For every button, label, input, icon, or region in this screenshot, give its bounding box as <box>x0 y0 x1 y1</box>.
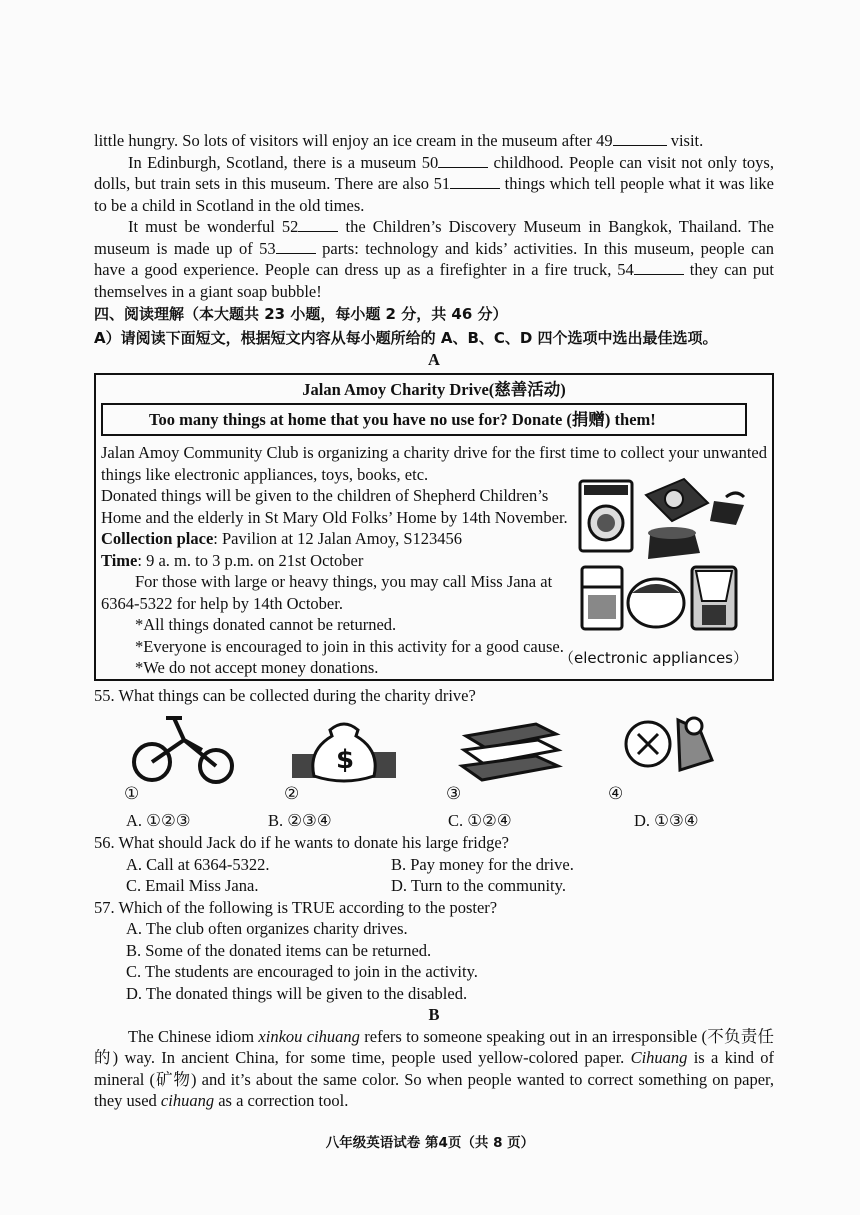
q55-picture-4 <box>608 710 728 806</box>
charity-poster <box>94 373 774 681</box>
q55-option-a[interactable]: A. ①②③ <box>126 811 191 830</box>
poster-title: Jalan Amoy Charity Drive(慈善活动) <box>302 379 566 399</box>
exam-page <box>94 130 774 1112</box>
q55-option-b[interactable]: B. ②③④ <box>268 811 332 830</box>
poster-banner: Too many things at home that you have no use for? Donate (捐赠) them! <box>101 403 747 437</box>
books-icon <box>446 710 566 790</box>
passage-b-paragraph: The Chinese idiom xinkou cihuang refers to someone speaking out in an irresponsible (不负责任的) way. In ancient China, for some time, people used yellow-colored paper. Cihuang is a kind of mineral (矿物) and it’s about the same color. So when people wanted to correct something on paper, they used cihuang as a correction tool. <box>94 1026 774 1110</box>
q57-option-c[interactable]: C. The students are encouraged to join in the activity. <box>126 962 478 981</box>
money-bag-icon <box>284 710 404 790</box>
passage-b-letter: B <box>428 1005 440 1024</box>
section-instruction: A）请阅读下面短文，根据短文内容从每小题所给的 A、B、C、D 四个选项中选出最佳选项。 <box>94 328 718 347</box>
q57-options <box>126 918 774 1004</box>
toys-icon <box>608 710 728 790</box>
passage-a-letter: A <box>428 350 440 369</box>
q55-option-c[interactable]: C. ①②④ <box>448 811 512 830</box>
q56-option-a[interactable]: A. Call at 6364-5322. <box>126 854 270 874</box>
q55-option-d[interactable]: D. ①③④ <box>634 811 699 830</box>
question-57: 57. Which of the following is TRUE according to the poster? <box>94 897 498 917</box>
q57-option-d[interactable]: D. The donated things will be given to the disabled. <box>126 983 468 1003</box>
q57-option-a[interactable]: A. The club often organizes charity drives. <box>126 919 408 938</box>
q55-pictures <box>94 710 774 810</box>
poster-place: Collection place: Pavilion at 12 Jalan Amoy, S123456 <box>101 529 462 548</box>
q56-options <box>126 854 774 897</box>
blank-49 <box>613 131 667 146</box>
poster-details <box>101 485 581 679</box>
blank-53 <box>276 239 316 254</box>
blank-52 <box>298 217 338 232</box>
cloze-paragraph-2: In Edinburgh, Scotland, there is a museum 50 childhood. People can visit not only toys, dolls, but train sets in this museum. There are also 51 things which tell people what it was like to be a child in Scotland in the old times. <box>94 152 774 215</box>
question-56: 56. What should Jack do if he wants to donate his large fridge? <box>94 833 509 852</box>
q55-picture-3 <box>446 710 566 806</box>
electronic-appliances-image <box>576 475 752 635</box>
q56-option-d[interactable]: D. Turn to the community. <box>391 876 566 895</box>
q55-picture-2 <box>284 710 404 806</box>
poster-donated: Donated things will be given to the children of Shepherd Children’s Home and the elderly in St Mary Old Folks’ Home by 14th November. <box>101 486 568 527</box>
cloze-line-1: little hungry. So lots of visitors will enjoy an ice cream in the museum after 49 visit. <box>94 131 704 150</box>
q55-picture-label-4: ④ <box>608 783 624 803</box>
poster-rule-2: *Everyone is encouraged to join in this activity for a good cause. <box>135 636 564 656</box>
blank-50 <box>438 153 488 168</box>
q55-picture-1 <box>124 710 244 806</box>
q55-picture-label-2: ② <box>284 783 300 803</box>
poster-intro: Jalan Amoy Community Club is organizing a charity drive for the first time to collect your unwanted things like electronic appliances, toys, books, etc. <box>101 443 767 484</box>
page-footer: 八年级英语试卷 第4页（共 8 页） <box>325 1135 535 1151</box>
tricycle-icon <box>124 710 244 790</box>
q55-picture-label-1: ① <box>124 783 140 803</box>
poster-time: Time: 9 a. m. to 3 p.m. on 21st October <box>101 550 364 570</box>
poster-rule-3: *We do not accept money donations. <box>135 658 379 677</box>
appliances-caption: （electronic appliances） <box>558 648 748 667</box>
section-heading: 四、阅读理解（本大题共 23 小题，每小题 2 分，共 46 分） <box>94 305 508 323</box>
q56-option-c[interactable]: C. Email Miss Jana. <box>126 876 259 895</box>
blank-51 <box>450 174 500 189</box>
q56-option-b[interactable]: B. Pay money for the drive. <box>391 854 574 874</box>
question-55: 55. What things can be collected during the charity drive? <box>94 685 476 705</box>
q55-picture-label-3: ③ <box>446 783 462 803</box>
blank-54 <box>634 260 684 275</box>
poster-heavy-items: For those with large or heavy things, you may call Miss Jana at 6364-5322 for help by 14th October. <box>101 572 553 613</box>
q55-options <box>94 810 774 832</box>
svg-text:$: $ <box>336 745 355 775</box>
poster-rule-1: *All things donated cannot be returned. <box>135 615 397 634</box>
q57-option-b[interactable]: B. Some of the donated items can be returned. <box>126 940 432 960</box>
cloze-paragraph-3: It must be wonderful 52 the Children’s Discovery Museum in Bangkok, Thailand. The museum is made up of 53 parts: technology and kids’ activities. In this museum, people can have a good experience. People can dress up as a firefighter in a fire truck, 54 they can put themselves in a giant soap bubble! <box>94 217 774 301</box>
